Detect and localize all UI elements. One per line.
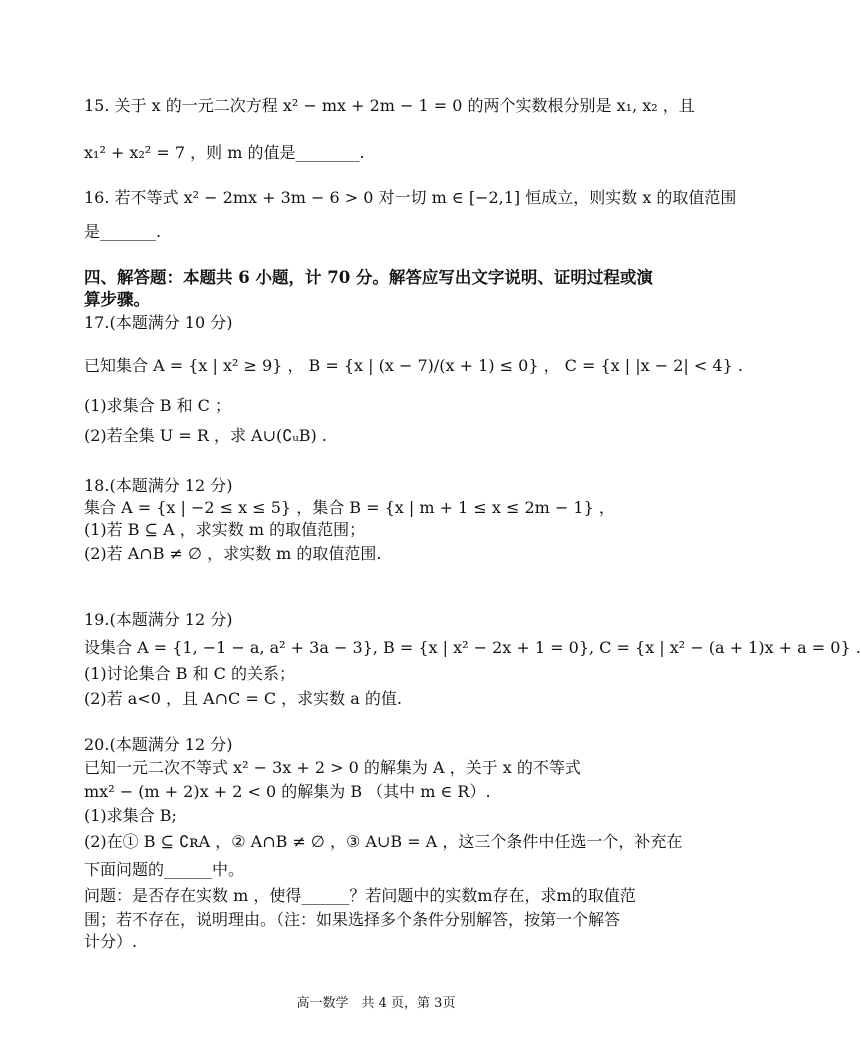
q20-problem-3: 计分）. bbox=[84, 932, 138, 951]
q18-stem: 集合 A = {x | −2 ≤ x ≤ 5} ，集合 B = {x | m + 1 ≤ x ≤ 2m − 1} ， bbox=[84, 498, 615, 517]
q19-part-2: (2)若 a<0 ，且 A∩C = C ，求实数 a 的值. bbox=[84, 689, 402, 708]
q20-part-2: (2)在① B ⊆ ∁ʀA ，② A∩B ≠ ∅ ，③ A∪B = A ，这三个条件中任选一个，补充在 bbox=[84, 832, 683, 851]
q19-part-1: (1)讨论集合 B 和 C 的关系； bbox=[84, 664, 296, 683]
q19-header: 19.(本题满分 12 分) bbox=[84, 610, 233, 629]
q17-stem: 已知集合 A = {x | x² ≥ 9} ， B = {x | (x − 7)/(x + 1) ≤ 0} ， C = {x | |x − 2| < 4} . bbox=[84, 356, 743, 375]
q17-part-1: (1)求集合 B 和 C ； bbox=[84, 396, 232, 415]
q17-part-2: (2)若全集 U = R ，求 A∪(∁ᵤB) . bbox=[84, 426, 327, 445]
section-heading-line-1: 四、解答题：本题共 6 小题，计 70 分。解答应写出文字说明、证明过程或演 bbox=[84, 268, 653, 287]
q20-stem-2: mx² − (m + 2)x + 2 < 0 的解集为 B （其中 m ∈ R）. bbox=[84, 782, 491, 801]
q16-line-2: 是_______. bbox=[84, 222, 162, 241]
q15-line-2: x₁² + x₂² = 7 ，则 m 的值是________. bbox=[84, 143, 365, 162]
q19-stem: 设集合 A = {1, −1 − a, a² + 3a − 3}, B = {x | x² − 2x + 1 = 0}, C = {x | x² − (a + 1)x + a = 0} . bbox=[84, 638, 861, 657]
q20-problem-1: 问题：是否存在实数 m ，使得______？若问题中的实数m存在，求m的取值范 bbox=[84, 886, 636, 905]
q18-header: 18.(本题满分 12 分) bbox=[84, 476, 233, 495]
q18-part-1: (1)若 B ⊆ A ，求实数 m 的取值范围； bbox=[84, 520, 366, 539]
q20-part-2-cont: 下面问题的______中。 bbox=[84, 860, 245, 879]
section-heading-line-2: 算步骤。 bbox=[84, 290, 150, 309]
q20-header: 20.(本题满分 12 分) bbox=[84, 735, 233, 754]
q17-header: 17.(本题满分 10 分) bbox=[84, 313, 233, 332]
q15-line-1: 15. 关于 x 的一元二次方程 x² − mx + 2m − 1 = 0 的两个实数根分别是 x₁, x₂ ，且 bbox=[84, 96, 695, 115]
q20-problem-2: 围；若不存在，说明理由。（注：如果选择多个条件分别解答，按第一个解答 bbox=[84, 910, 621, 929]
q18-part-2: (2)若 A∩B ≠ ∅ ，求实数 m 的取值范围. bbox=[84, 544, 382, 563]
page-footer: 高一数学 共 4 页，第 3页 bbox=[296, 996, 456, 1011]
q16-line-1: 16. 若不等式 x² − 2mx + 3m − 6 > 0 对一切 m ∈ [−2,1] 恒成立，则实数 x 的取值范围 bbox=[84, 188, 737, 207]
q20-part-1: (1)求集合 B; bbox=[84, 806, 177, 825]
q20-stem-1: 已知一元二次不等式 x² − 3x + 2 > 0 的解集为 A ，关于 x 的不等式 bbox=[84, 758, 581, 777]
